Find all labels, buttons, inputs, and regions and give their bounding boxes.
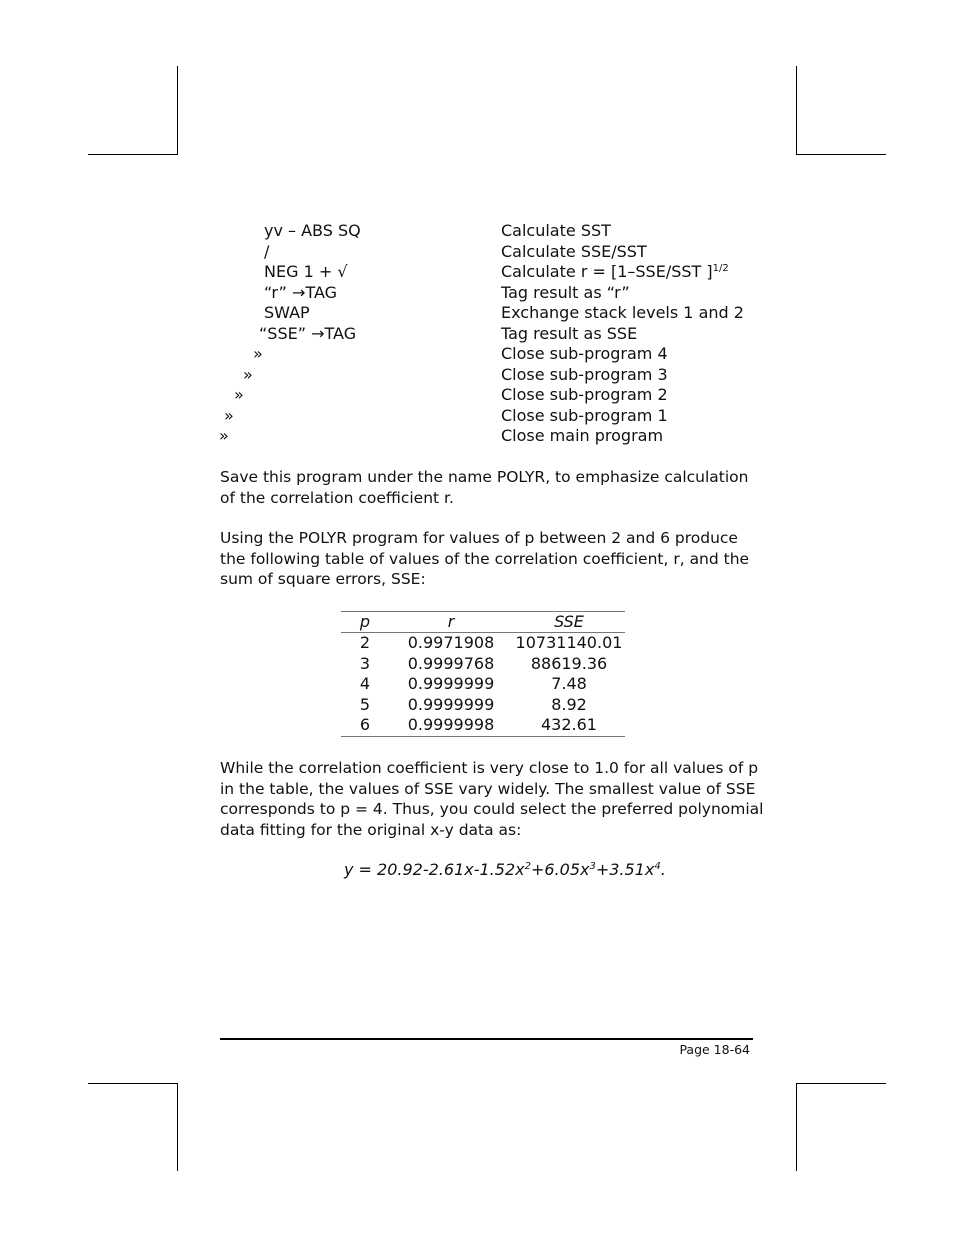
code-text: yv – ABS SQ [264, 221, 361, 240]
cell-r: 0.9971908 [407, 633, 495, 652]
cell-r: 0.9999999 [407, 694, 495, 714]
crop-mark [177, 1083, 178, 1171]
cell-p: 3 [359, 653, 371, 673]
table-row [341, 715, 625, 736]
code-text: “r” →TAG [264, 283, 338, 302]
paragraph-save: Save this program under the name POLYR, to emphasize calculation of the correlation coefficient r. [220, 468, 749, 507]
crop-mark [796, 154, 886, 155]
cell-r: 0.9999999 [407, 674, 495, 693]
cell-sse: 432.61 [513, 715, 625, 736]
header-p: p [341, 612, 389, 633]
table-row [341, 695, 625, 716]
paragraph-while: While the correlation coefficient is very close to 1.0 for all values of p in the table, the values of SSE vary widely. The smallest value of SSE corresponds to p = 4. Thus, you could select the preferred polynomial data fitting for the original x-y data as: [220, 759, 764, 839]
close-bracket-icon: » [224, 406, 234, 425]
close-bracket-icon: » [253, 344, 263, 363]
comment-text: Exchange stack levels 1 and 2 [501, 303, 744, 322]
cell-sse: 8.92 [551, 694, 587, 714]
cell-sse: 10731140.01 [515, 633, 623, 652]
code-text: “SSE” →TAG [259, 324, 357, 343]
header-r: r [389, 612, 513, 633]
comment-text: Tag result as SSE [501, 324, 638, 343]
results-table [341, 611, 625, 737]
code-text: / [264, 242, 270, 261]
close-bracket-icon: » [219, 426, 229, 445]
polynomial-formula: $y = 20.92-2.61x-1.52x^2+6.05x^3+3.51x^4$. [344, 860, 666, 879]
cell-sse: 88619.36 [530, 653, 608, 673]
comment-text: Calculate SST [501, 221, 611, 240]
exponent: 1/2 [712, 263, 729, 274]
table-row [341, 633, 625, 654]
cell-r: 0.9999998 [389, 715, 513, 736]
close-bracket-icon: » [243, 365, 253, 384]
comment-text: Calculate r = [1–SSE/SST ]$^{1/2}$ [501, 262, 729, 281]
table-row [341, 674, 625, 695]
code-text: SWAP [264, 303, 310, 322]
cell-p: 2 [359, 633, 371, 652]
footer-rule [220, 1038, 753, 1040]
crop-mark [88, 1083, 178, 1084]
code-text: NEG 1 + √ [264, 262, 348, 281]
paragraph-using: Using the POLYR program for values of p between 2 and 6 produce the following table of values of the correlation coefficient, r, and the sum of square errors, SSE: [220, 529, 750, 588]
crop-mark [796, 66, 797, 154]
crop-mark [796, 1083, 797, 1171]
comment-text: Close sub-program 4 [501, 344, 668, 363]
crop-mark [796, 1083, 886, 1084]
header-sse: SSE [513, 612, 625, 633]
comment-text: Calculate SSE/SST [501, 242, 647, 261]
table-row [341, 654, 625, 675]
page-number: Page 18-64 [679, 1042, 750, 1057]
comment-text: Close sub-program 1 [501, 406, 668, 425]
comment-text: Close main program [501, 426, 664, 445]
cell-p: 5 [359, 694, 371, 714]
comment-text: Tag result as “r” [501, 283, 630, 302]
crop-mark [177, 66, 178, 154]
comment-text: Close sub-program 2 [501, 385, 668, 404]
cell-sse: 7.48 [551, 674, 587, 693]
cell-p: 6 [341, 715, 389, 736]
cell-p: 4 [359, 674, 371, 693]
crop-mark [88, 154, 178, 155]
cell-r: 0.9999768 [407, 653, 495, 673]
table-header-row [341, 612, 625, 633]
close-bracket-icon: » [234, 385, 244, 404]
comment-text: Close sub-program 3 [501, 365, 668, 384]
